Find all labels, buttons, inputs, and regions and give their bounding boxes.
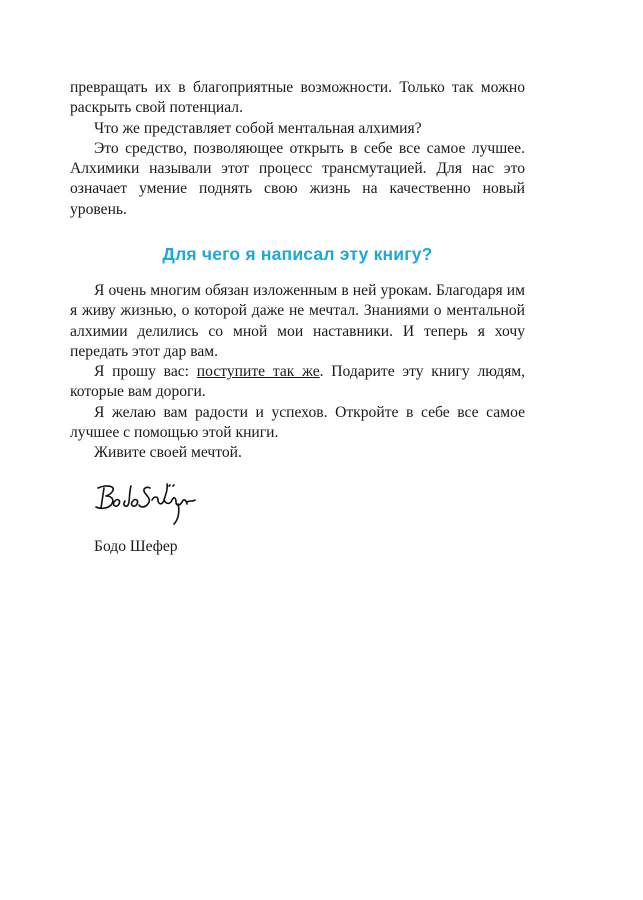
paragraph-alchemy: Это средство, позволяющее открыть в себе все самое лучшее. Алхимики называли этот процесс трансмутацией. Для нас это означает умение поднять свою жизнь на качественно новый уровень. xyxy=(70,139,525,218)
request-lead: Я прошу вас: xyxy=(94,363,197,381)
intro-text-block xyxy=(70,78,525,220)
paragraph-closing: Живите своей мечтой. xyxy=(94,444,242,462)
paragraph-gratitude: Я очень многим обязан изложенным в ней урокам. Благодаря им я живу жизнью, о которой даже не мечтал. Знаниями о ментальной алхимии делились со мной мои наставники. И теперь я хочу передать этот дар вам. xyxy=(70,282,525,360)
section-text-block xyxy=(70,281,525,464)
request-tail: . Подарите эту книгу людям, которые вам дороги. xyxy=(70,363,526,401)
paragraph-wishes: Я желаю вам радости и успехов. Откройте в себе все самое лучшее с помощью этой книги. xyxy=(70,403,525,442)
section-heading: Для чего я написал эту книгу? xyxy=(162,244,433,264)
request-underlined: поступите так же xyxy=(196,363,320,381)
paragraph-request xyxy=(70,362,525,403)
handwritten-signature xyxy=(92,478,202,528)
paragraph-question: Что же представляет собой ментальная алхимия? xyxy=(94,119,422,137)
paragraph-continuation: превращать их в благоприятные возможности. Только так можно раскрыть свой потенциал. xyxy=(70,79,525,117)
author-name: Бодо Шефер xyxy=(94,538,178,555)
